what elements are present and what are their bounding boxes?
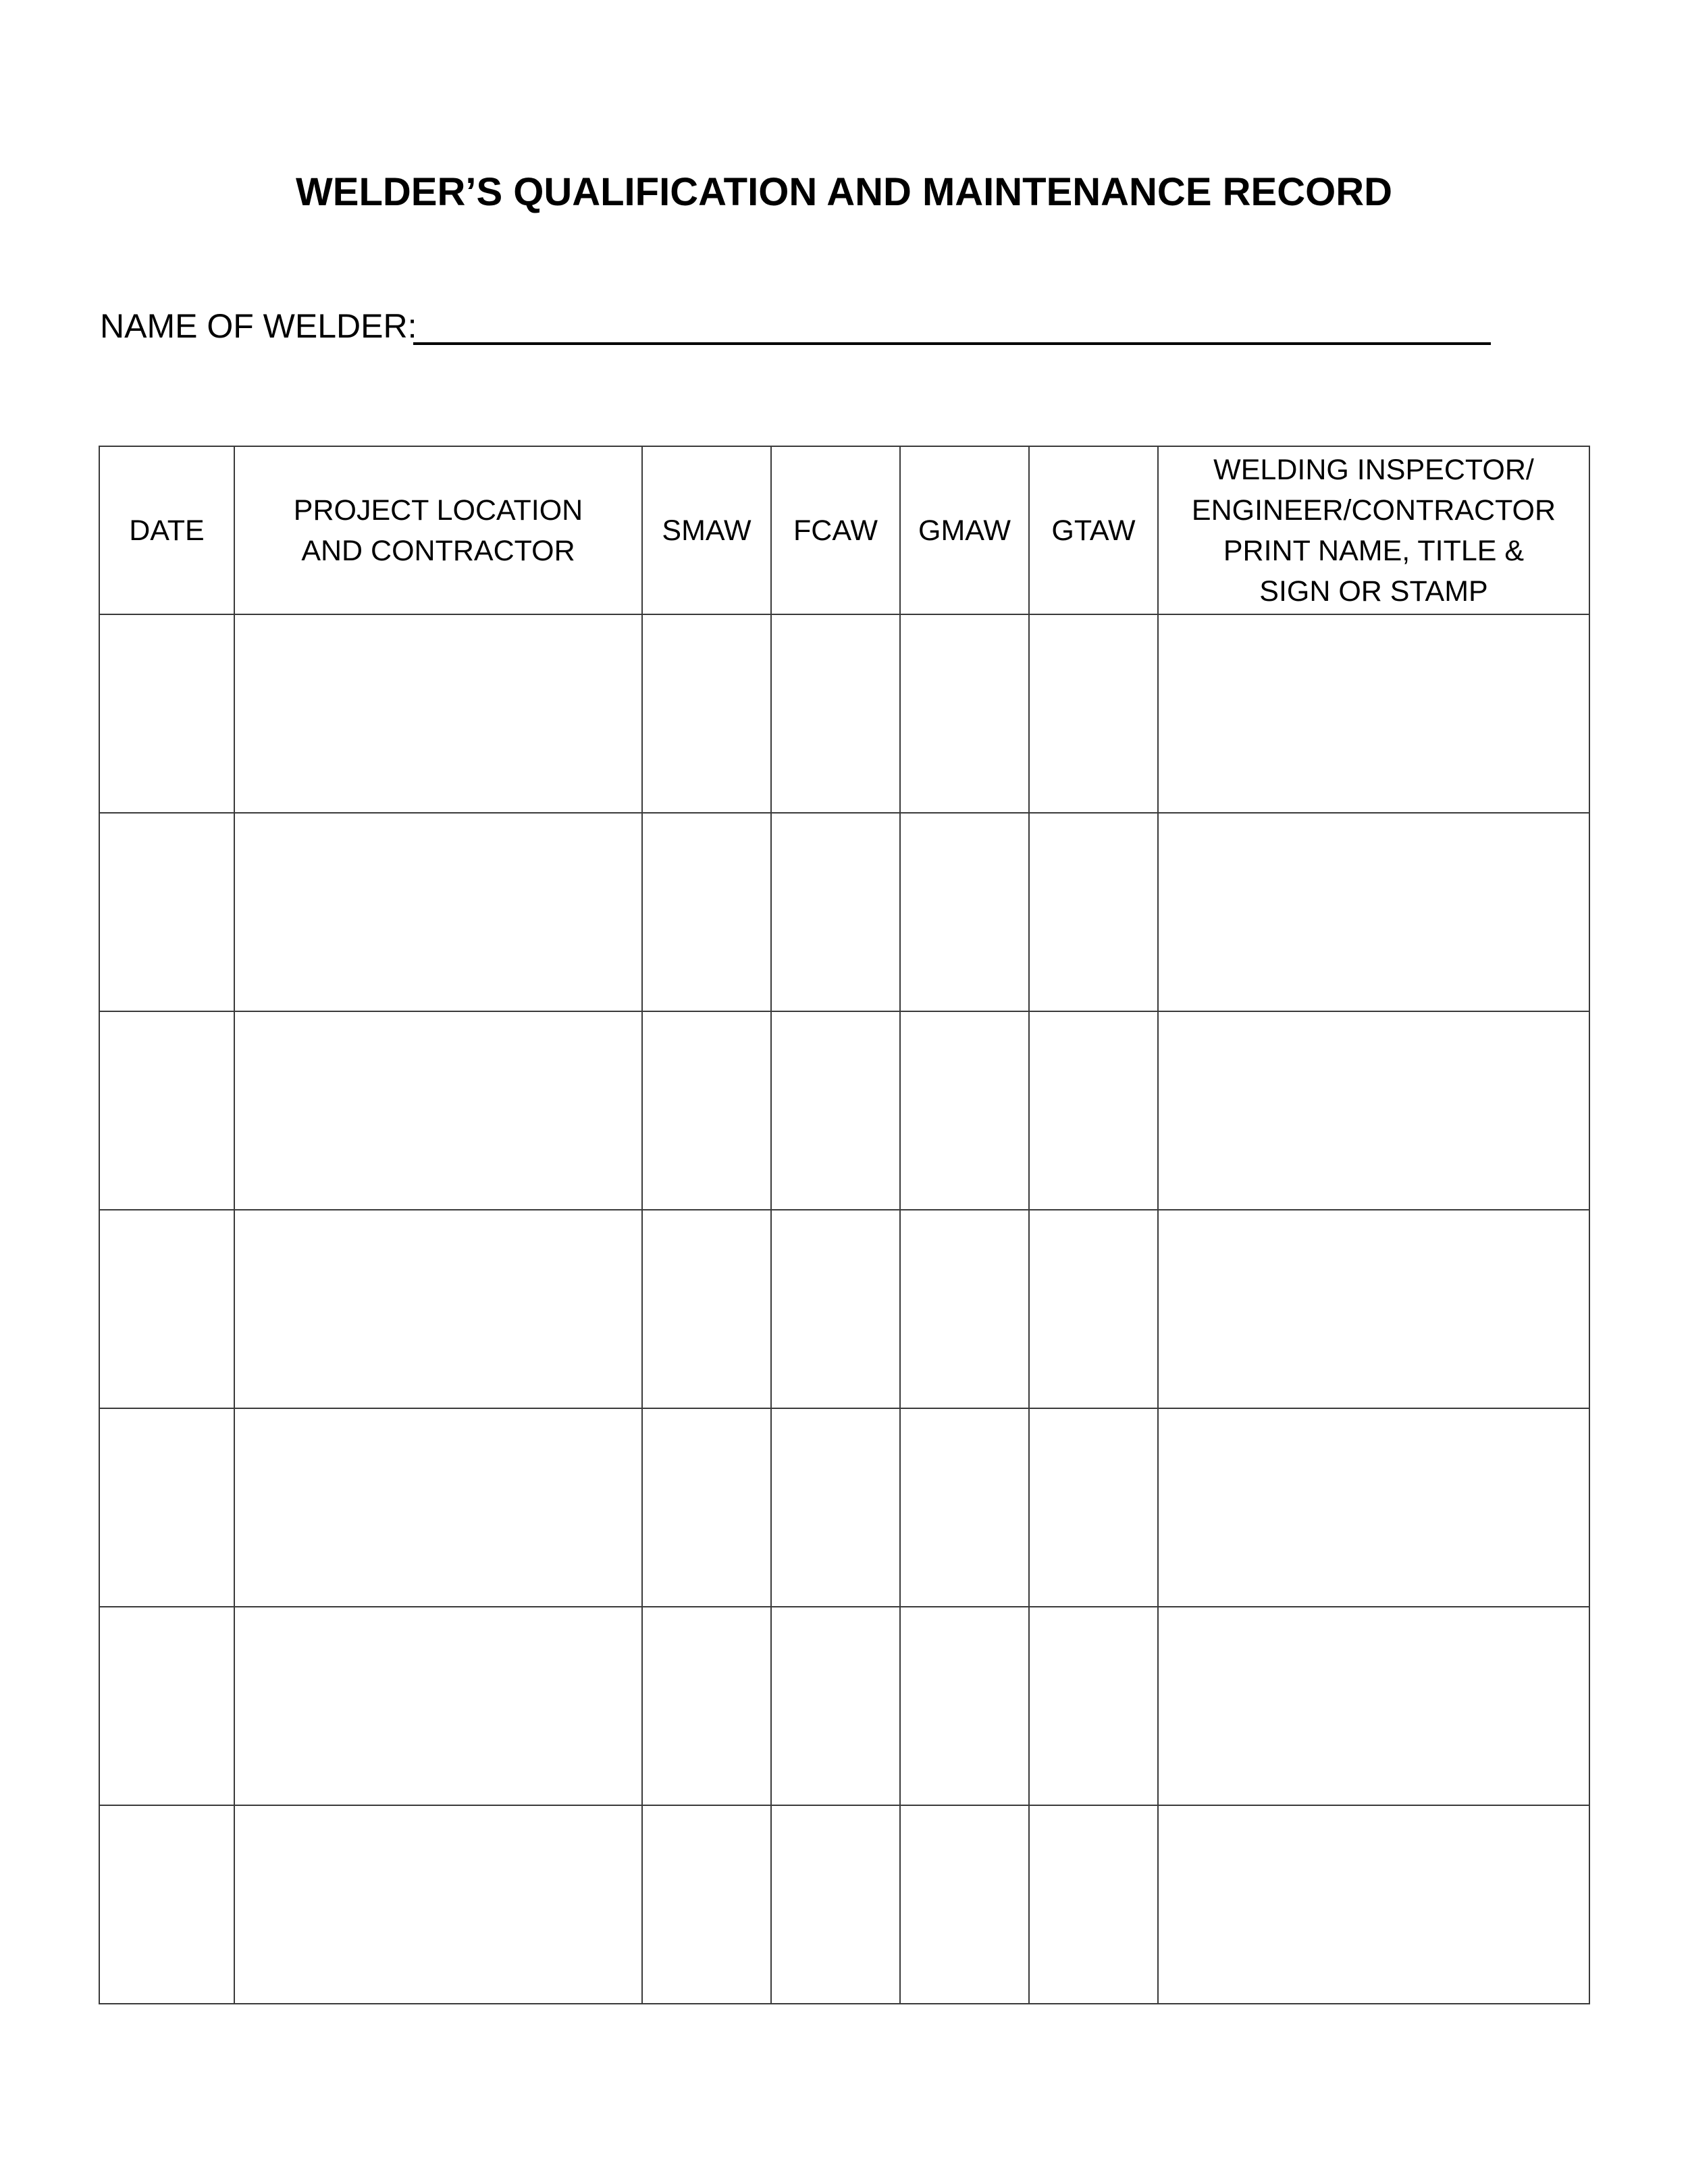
gmaw-cell[interactable] <box>900 1011 1029 1210</box>
inspector-cell[interactable] <box>1158 1210 1589 1408</box>
table-row <box>99 813 1589 1011</box>
table-row <box>99 1408 1589 1607</box>
date-cell[interactable] <box>99 1011 234 1210</box>
fcaw-cell[interactable] <box>771 1011 900 1210</box>
header-label: WELDING INSPECTOR/ ENGINEER/CONTRACTOR PRINT NAME, TITLE & SIGN OR STAMP <box>1191 453 1556 608</box>
gmaw-cell[interactable] <box>900 1607 1029 1805</box>
column-header-date <box>99 446 234 614</box>
inspector-cell[interactable] <box>1158 614 1589 813</box>
gtaw-cell[interactable] <box>1029 1011 1158 1210</box>
header-label: SMAW <box>662 514 751 547</box>
header-label: PROJECT LOCATION AND CONTRACTOR <box>293 494 583 567</box>
project-cell[interactable] <box>234 1210 642 1408</box>
project-cell[interactable] <box>234 614 642 813</box>
header-label: DATE <box>129 514 205 547</box>
gmaw-cell[interactable] <box>900 1210 1029 1408</box>
fcaw-cell[interactable] <box>771 1210 900 1408</box>
smaw-cell[interactable] <box>642 1011 771 1210</box>
gmaw-cell[interactable] <box>900 614 1029 813</box>
date-cell[interactable] <box>99 1210 234 1408</box>
date-cell[interactable] <box>99 1607 234 1805</box>
inspector-cell[interactable] <box>1158 813 1589 1011</box>
column-header-inspector <box>1158 446 1589 614</box>
inspector-cell[interactable] <box>1158 1805 1589 2004</box>
fcaw-cell[interactable] <box>771 813 900 1011</box>
column-header-project <box>234 446 642 614</box>
inspector-cell[interactable] <box>1158 1011 1589 1210</box>
fcaw-cell[interactable] <box>771 1805 900 2004</box>
gtaw-cell[interactable] <box>1029 813 1158 1011</box>
column-header-smaw <box>642 446 771 614</box>
project-cell[interactable] <box>234 1011 642 1210</box>
smaw-cell[interactable] <box>642 614 771 813</box>
gmaw-cell[interactable] <box>900 1805 1029 2004</box>
qualification-record-table <box>99 446 1590 2004</box>
header-label: GTAW <box>1051 514 1136 547</box>
gtaw-cell[interactable] <box>1029 1210 1158 1408</box>
column-header-gmaw <box>900 446 1029 614</box>
header-label: FCAW <box>793 514 878 547</box>
gtaw-cell[interactable] <box>1029 1805 1158 2004</box>
project-cell[interactable] <box>234 1805 642 2004</box>
table-row <box>99 1805 1589 2004</box>
date-cell[interactable] <box>99 614 234 813</box>
column-header-fcaw <box>771 446 900 614</box>
inspector-cell[interactable] <box>1158 1607 1589 1805</box>
gtaw-cell[interactable] <box>1029 1408 1158 1607</box>
welder-name-field[interactable] <box>413 342 1491 345</box>
project-cell[interactable] <box>234 813 642 1011</box>
smaw-cell[interactable] <box>642 1408 771 1607</box>
page-title: WELDER’S QUALIFICATION AND MAINTENANCE RECORD <box>296 170 1392 214</box>
welder-name-label: NAME OF WELDER: <box>100 307 417 345</box>
smaw-cell[interactable] <box>642 1805 771 2004</box>
gmaw-cell[interactable] <box>900 1408 1029 1607</box>
gtaw-cell[interactable] <box>1029 614 1158 813</box>
gtaw-cell[interactable] <box>1029 1607 1158 1805</box>
table-row <box>99 1607 1589 1805</box>
table-row <box>99 1210 1589 1408</box>
fcaw-cell[interactable] <box>771 1607 900 1805</box>
smaw-cell[interactable] <box>642 1210 771 1408</box>
project-cell[interactable] <box>234 1408 642 1607</box>
header-label: GMAW <box>918 514 1011 547</box>
date-cell[interactable] <box>99 1805 234 2004</box>
date-cell[interactable] <box>99 1408 234 1607</box>
fcaw-cell[interactable] <box>771 1408 900 1607</box>
gmaw-cell[interactable] <box>900 813 1029 1011</box>
table-row <box>99 1011 1589 1210</box>
inspector-cell[interactable] <box>1158 1408 1589 1607</box>
date-cell[interactable] <box>99 813 234 1011</box>
smaw-cell[interactable] <box>642 813 771 1011</box>
fcaw-cell[interactable] <box>771 614 900 813</box>
table-row <box>99 614 1589 813</box>
project-cell[interactable] <box>234 1607 642 1805</box>
smaw-cell[interactable] <box>642 1607 771 1805</box>
table-header-row <box>99 446 1589 614</box>
column-header-gtaw <box>1029 446 1158 614</box>
